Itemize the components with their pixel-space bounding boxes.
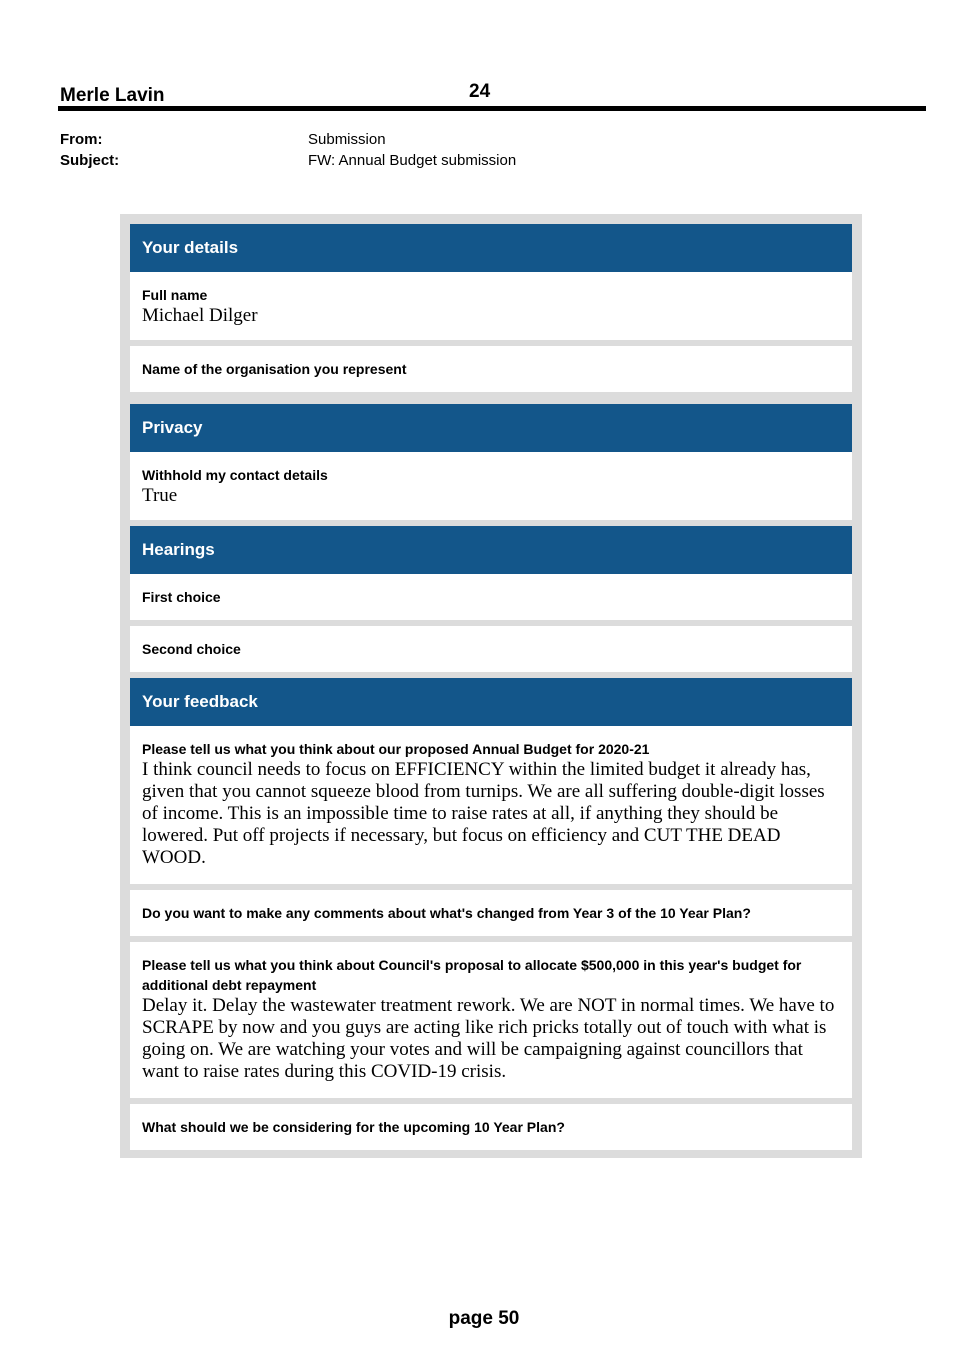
document-number: 24 (469, 81, 491, 102)
page-number: page 50 (448, 1308, 520, 1329)
section-your-details: Your details (130, 224, 852, 272)
debt-repayment-question-answer: Delay it. Delay the wastewater treatment rework. We are NOT in normal times. We have to SCRAPE by now and you guys are acting like rich pricks totally out of touch with what is going on. We are watching your votes and will be campaigning against councillors that want to raise rates during this COVID-19 crisis. (142, 995, 835, 1082)
sender-name: Merle Lavin (60, 85, 165, 106)
section-your-feedback: Your feedback (130, 678, 852, 726)
header-divider (58, 106, 926, 111)
second-choice-field (130, 626, 852, 672)
year3-changes-question-label: Do you want to make any comments about what's changed from Year 3 of the 10 Year Plan? (142, 905, 751, 921)
withhold-contact-label: Withhold my contact details (142, 467, 328, 483)
section-hearings: Hearings (130, 526, 852, 574)
organisation-label: Name of the organisation you represent (142, 361, 407, 377)
annual-budget-question-answer: I think council needs to focus on EFFICIENCY within the limited budget it already has, given that you cannot squeeze blood from turnips. We are all suffering double-digit losses of income. This is an impossible time to raise rates at all, if anything they should be lowered. Put off projects if necessary, but focus on efficiency and CUT THE DEAD WOOD. (142, 759, 825, 868)
second-choice-label: Second choice (142, 641, 241, 657)
ten-year-plan-question (130, 1104, 852, 1150)
subject-value: FW: Annual Budget submission (308, 152, 517, 169)
withhold-contact-field (130, 452, 852, 520)
email-header (58, 78, 926, 113)
annual-budget-question (130, 726, 852, 884)
full-name-label: Full name (142, 287, 208, 303)
submission-form (120, 214, 862, 1158)
ten-year-plan-question-label: What should we be considering for the upcoming 10 Year Plan? (142, 1119, 565, 1135)
full-name-field (130, 272, 852, 340)
annual-budget-question-label: Please tell us what you think about our proposed Annual Budget for 2020-21 (142, 741, 650, 757)
section-privacy: Privacy (130, 404, 852, 452)
debt-repayment-question-label: Please tell us what you think about Council's proposal to allocate $500,000 in this year's budget for additional debt repayment (142, 957, 802, 993)
first-choice-label: First choice (142, 589, 221, 605)
first-choice-field (130, 574, 852, 620)
from-label: From: (60, 131, 103, 148)
debt-repayment-question (130, 942, 852, 1098)
organisation-field (130, 346, 852, 392)
from-value: Submission (308, 131, 386, 148)
withhold-contact-value: True (142, 485, 178, 506)
subject-label: Subject: (60, 152, 120, 169)
year3-changes-question (130, 890, 852, 936)
full-name-value: Michael Dilger (142, 305, 258, 326)
